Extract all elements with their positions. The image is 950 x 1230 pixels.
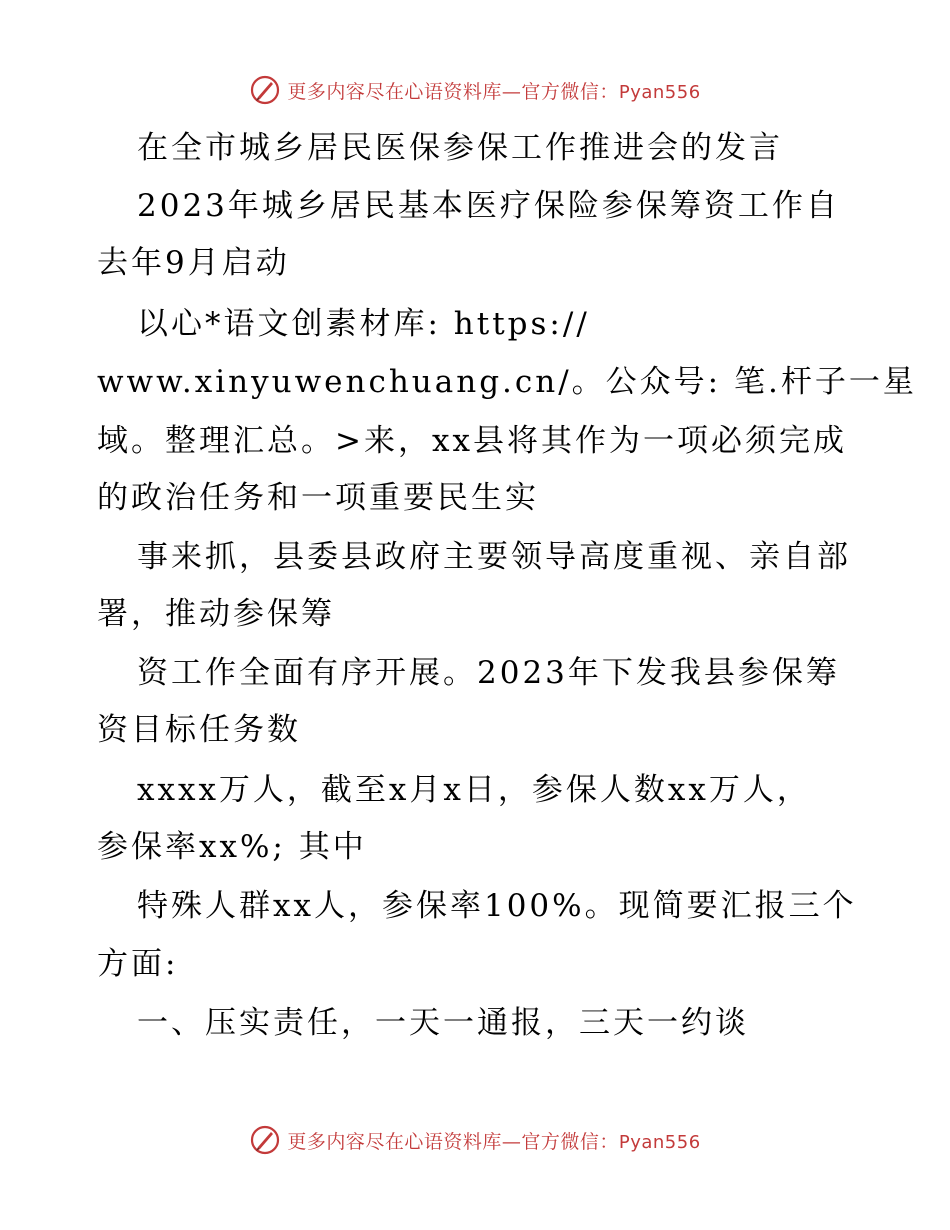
paragraph-line: 2023年城乡居民基本医疗保险参保筹资工作自 xyxy=(137,188,840,224)
paragraph-line: 资目标任务数 xyxy=(97,712,301,748)
footer-watermark xyxy=(0,1120,950,1160)
header-watermark xyxy=(0,70,950,110)
paragraph-line: 参保率xx%; 其中 xyxy=(97,829,367,865)
watermark-text: 更多内容尽在心语资料库—官方微信：Pyan556 xyxy=(287,80,701,103)
paragraph-line: 资工作全面有序开展。2023年下发我县参保筹 xyxy=(137,655,840,691)
section-heading: 一、压实责任，一天一通报，三天一约谈 xyxy=(137,1005,749,1041)
paragraph-line: 的政治任务和一项重要民生实 xyxy=(97,480,539,516)
watermark-text: 更多内容尽在心语资料库—官方微信：Pyan556 xyxy=(287,1130,701,1153)
paragraph-line: 域。整理汇总。>来，xx县将其作为一项必须完成 xyxy=(97,423,847,459)
document-title: 在全市城乡居民医保参保工作推进会的发言 xyxy=(137,130,783,166)
paragraph-line: 方面: xyxy=(97,946,179,982)
paragraph-line: 去年9月启动 xyxy=(97,245,290,281)
paragraph-line: 署，推动参保筹 xyxy=(97,596,335,632)
quill-pen-logo-icon xyxy=(249,1124,281,1156)
paragraph-line: 特殊人群xx人，参保率100%。现简要汇报三个 xyxy=(137,888,857,924)
paragraph-line: xxxx万人，截至x月x日，参保人数xx万人， xyxy=(137,772,811,808)
paragraph-line: 事来抓，县委县政府主要领导高度重视、亲自部 xyxy=(137,539,851,575)
paragraph-line: www.xinyuwenchuang.cn/。公众号: 笔.杆子一星 xyxy=(97,364,917,400)
paragraph-line: 以心*语文创素材库: https:// xyxy=(137,306,590,342)
quill-pen-logo-icon xyxy=(249,74,281,106)
